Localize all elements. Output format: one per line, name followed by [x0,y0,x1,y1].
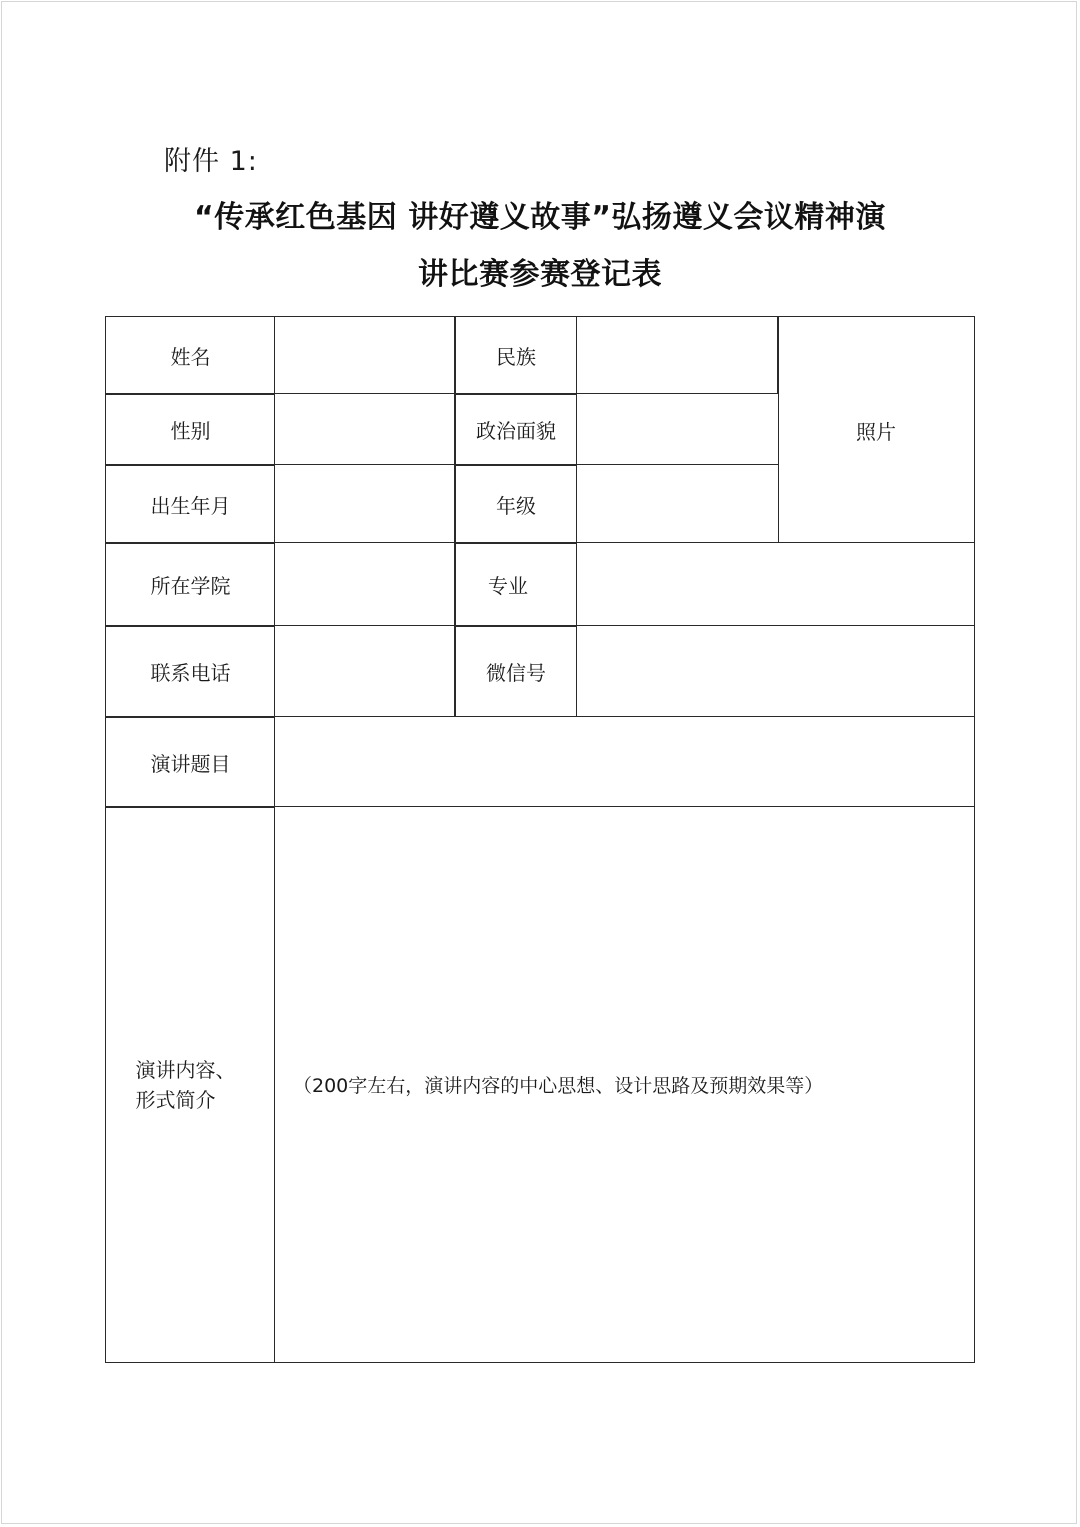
phone-field[interactable] [274,625,456,718]
ethnicity-field[interactable] [576,316,779,395]
photo-box[interactable] [777,316,975,544]
birth-date-label: 出生年月 [105,464,276,544]
college-label: 所在学院 [105,542,276,627]
political-status-label: 政治面貌 [454,393,578,466]
major-label: 专业 [454,542,578,627]
form-title-line-2: 讲比赛参赛登记表 [418,257,662,292]
speech-topic-field[interactable] [274,716,975,808]
major-field[interactable] [576,542,975,627]
political-status-field[interactable] [576,393,779,466]
speech-topic-label: 演讲题目 [105,716,276,808]
speech-content-label-line-2: 形式简介 [135,1087,216,1112]
speech-content-label [105,806,276,1363]
college-field[interactable] [274,542,456,627]
wechat-label: 微信号 [454,625,578,718]
form-title-line-1: “传承红色基因 讲好遵义故事”弘扬遵义会议精神演 [194,200,886,235]
gender-label: 性别 [105,393,276,466]
grade-field[interactable] [576,464,779,544]
registration-form-table [105,316,975,1363]
ethnicity-label: 民族 [454,316,578,395]
photo-label: 照片 [856,419,896,444]
wechat-field[interactable] [576,625,975,718]
gender-field[interactable] [274,393,456,466]
grade-label: 年级 [454,464,578,544]
name-field[interactable] [274,316,456,395]
name-label: 姓名 [105,316,276,395]
phone-label: 联系电话 [105,625,276,718]
speech-content-field[interactable] [274,806,975,1363]
speech-content-hint: （200字左右，演讲内容的中心思想、设计思路及预期效果等） [293,1075,824,1097]
speech-content-label-line-1: 演讲内容、 [135,1057,236,1082]
birth-date-field[interactable] [274,464,456,544]
attachment-label: 附件 1: [164,146,258,177]
